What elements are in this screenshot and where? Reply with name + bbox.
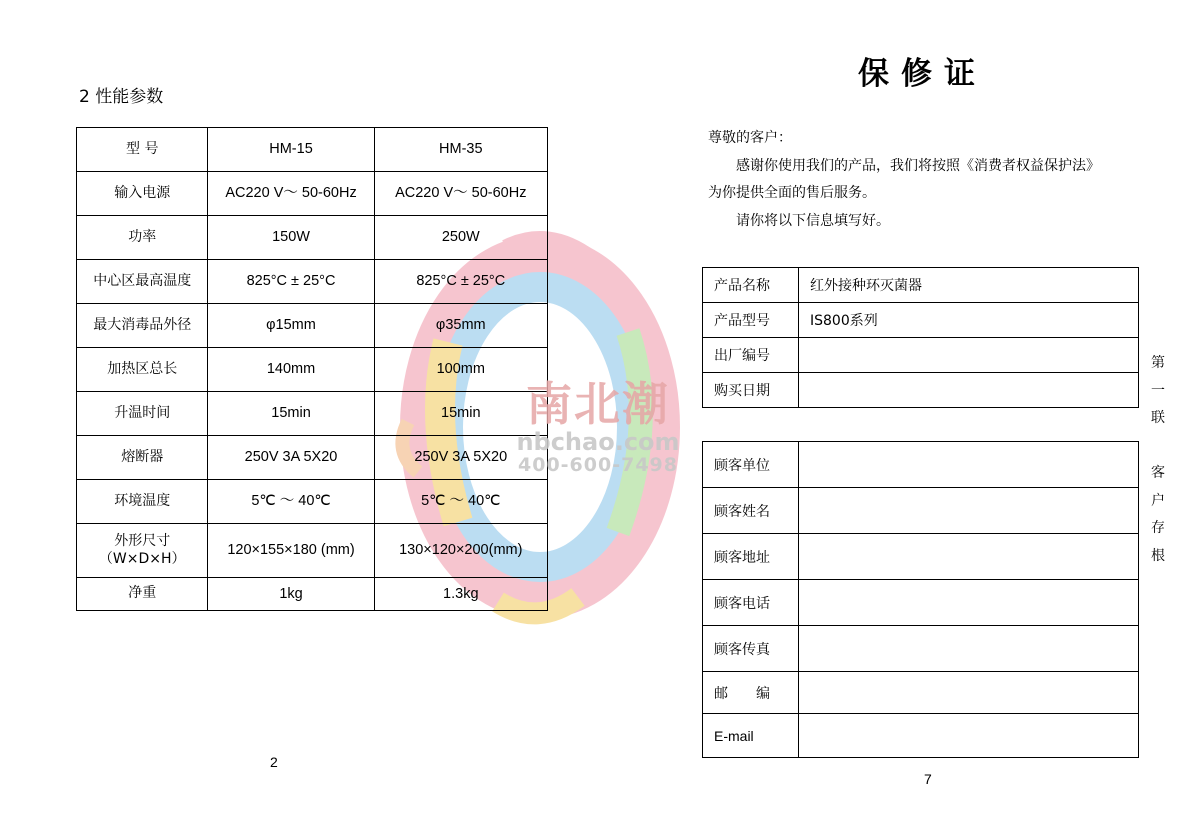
form-row <box>703 338 1139 373</box>
row-value-hm35: AC220 V～ 50-60Hz <box>374 172 547 216</box>
page-number-left: 2 <box>270 754 278 770</box>
intro-paragraph: 感谢你使用我们的产品，我们将按照《消费者权益保护法》 <box>736 157 1100 174</box>
table-row <box>77 260 548 304</box>
purchase-date-label: 购买日期 <box>703 373 799 408</box>
product-name-field[interactable]: 红外接种环灭菌器 <box>799 268 1139 303</box>
customer-info-form <box>702 441 1139 758</box>
header-cell-hm15: HM-15 <box>208 128 374 172</box>
form-row <box>703 672 1139 714</box>
email-label: E-mail <box>703 714 799 758</box>
table-row <box>77 524 548 578</box>
intro-text <box>708 125 1148 235</box>
row-label: 熔断器 <box>77 436 208 480</box>
header-cell-hm35: HM-35 <box>374 128 547 172</box>
customer-phone-field[interactable] <box>799 580 1139 626</box>
row-label: 加热区总长 <box>77 348 208 392</box>
row-value-hm15: 140mm <box>208 348 374 392</box>
watermark-brand: 南北潮 <box>526 377 670 431</box>
row-label: 外形尺寸 <box>114 533 171 549</box>
customer-company-field[interactable] <box>799 442 1139 488</box>
row-value-hm15: 5℃ ～ 40℃ <box>208 480 374 524</box>
intro-instruction: 请你将以下信息填写好。 <box>736 212 890 229</box>
watermark-site: nbchao.com <box>516 428 680 456</box>
row-value-hm35: 250V 3A 5X20 <box>374 436 547 480</box>
row-value-hm15: 250V 3A 5X20 <box>208 436 374 480</box>
row-value-hm15: 150W <box>208 216 374 260</box>
postcode-label: 邮 编 <box>703 672 799 714</box>
customer-address-field[interactable] <box>799 534 1139 580</box>
table-row <box>77 216 548 260</box>
customer-name-field[interactable] <box>799 488 1139 534</box>
row-value-hm15: 825°C ± 25°C <box>208 260 374 304</box>
form-row <box>703 303 1139 338</box>
watermark-text <box>478 378 718 476</box>
side-label-char: 客 <box>1151 465 1165 481</box>
customer-address-label: 顾客地址 <box>703 534 799 580</box>
side-label-char: 存 <box>1151 520 1165 536</box>
serial-number-label: 出厂编号 <box>703 338 799 373</box>
row-label: 环境温度 <box>77 480 208 524</box>
spec-table <box>76 127 548 611</box>
row-label: 净重 <box>77 578 208 611</box>
form-row <box>703 626 1139 672</box>
row-value-hm35: 5℃ ～ 40℃ <box>374 480 547 524</box>
product-model-field[interactable]: IS800系列 <box>799 303 1139 338</box>
product-model-label: 产品型号 <box>703 303 799 338</box>
side-label-char: 联 <box>1151 410 1165 426</box>
row-value-hm15: 120×155×180 (mm) <box>208 524 374 578</box>
intro-paragraph-cont: 为你提供全面的售后服务。 <box>708 185 876 201</box>
row-label: 功率 <box>77 216 208 260</box>
postcode-field[interactable] <box>799 672 1139 714</box>
customer-fax-field[interactable] <box>799 626 1139 672</box>
form-row <box>703 442 1139 488</box>
row-label: 输入电源 <box>77 172 208 216</box>
row-label-dimensions <box>77 524 208 578</box>
row-label: 中心区最高温度 <box>77 260 208 304</box>
row-value-hm15: 1kg <box>208 578 374 611</box>
product-name-label: 产品名称 <box>703 268 799 303</box>
row-label: 升温时间 <box>77 392 208 436</box>
side-label-char: 根 <box>1151 547 1165 564</box>
customer-name-label: 顾客姓名 <box>703 488 799 534</box>
table-row <box>77 578 548 611</box>
row-value-hm35: 825°C ± 25°C <box>374 260 547 304</box>
row-value-hm35: 15min <box>374 392 547 436</box>
page-number-right: 7 <box>924 771 932 787</box>
side-label-char: 一 <box>1151 382 1165 399</box>
form-row <box>703 373 1139 408</box>
table-row <box>77 304 548 348</box>
table-row <box>77 392 548 436</box>
table-row <box>77 436 548 480</box>
section-title: 2 性能参数 <box>79 87 164 107</box>
row-value-hm15: 15min <box>208 392 374 436</box>
side-label-char: 第 <box>1151 355 1165 371</box>
table-header-row <box>77 128 548 172</box>
purchase-date-field[interactable] <box>799 373 1139 408</box>
product-info-form <box>702 267 1139 408</box>
side-label-char: 户 <box>1151 492 1165 509</box>
row-value-hm35: 100mm <box>374 348 547 392</box>
warranty-title: 保修证 <box>858 56 987 92</box>
row-label-sub: （W×D×H） <box>98 550 186 567</box>
row-value-hm35: 130×120×200(mm) <box>374 524 547 578</box>
row-value-hm35: 1.3kg <box>374 578 547 611</box>
customer-company-label: 顾客单位 <box>703 442 799 488</box>
serial-number-field[interactable] <box>799 338 1139 373</box>
side-label-copy <box>1150 350 1166 570</box>
email-field[interactable] <box>799 714 1139 758</box>
table-row <box>77 348 548 392</box>
customer-phone-label: 顾客电话 <box>703 580 799 626</box>
side-label-gap <box>1150 433 1166 461</box>
row-value-hm35: φ35mm <box>374 304 547 348</box>
row-label: 最大消毒品外径 <box>77 304 208 348</box>
form-row <box>703 268 1139 303</box>
form-row <box>703 534 1139 580</box>
form-row <box>703 580 1139 626</box>
row-value-hm35: 250W <box>374 216 547 260</box>
watermark-phone: 400-600-7498 <box>518 454 678 476</box>
table-row <box>77 480 548 524</box>
row-value-hm15: φ15mm <box>208 304 374 348</box>
form-row <box>703 714 1139 758</box>
form-row <box>703 488 1139 534</box>
greeting: 尊敬的客户： <box>708 130 792 146</box>
table-row <box>77 172 548 216</box>
header-cell-model: 型 号 <box>77 128 208 172</box>
customer-fax-label: 顾客传真 <box>703 626 799 672</box>
row-value-hm15: AC220 V～ 50-60Hz <box>208 172 374 216</box>
